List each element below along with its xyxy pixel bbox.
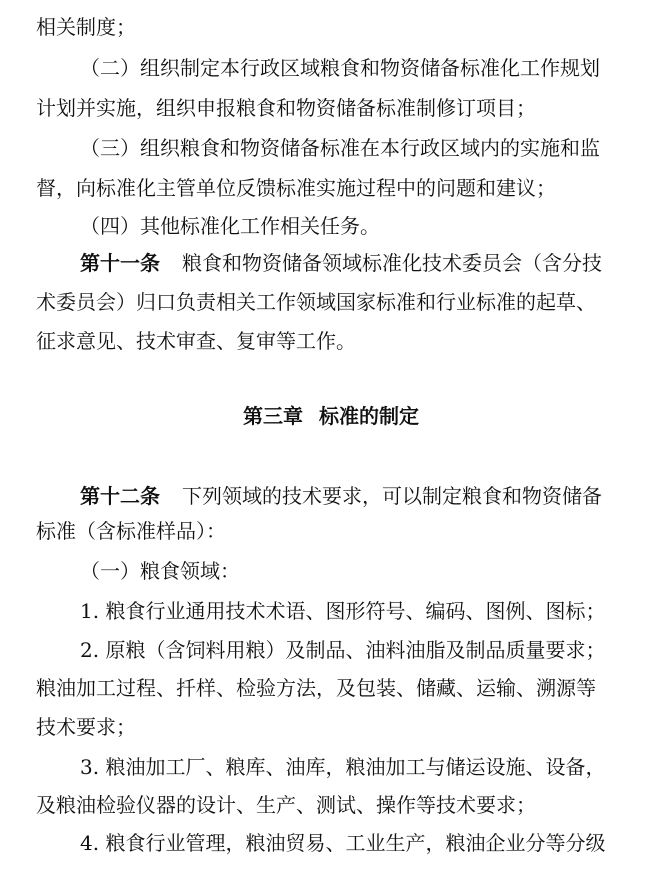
article-11-line [80,250,630,276]
article-12-text: 下列领域的技术要求，可以制定粮食和物资储备 [182,484,602,508]
paragraph-line: （四）其他标准化工作相关任务。 [80,214,380,238]
paragraph-line: 征求意见、技术审查、复审等工作。 [36,329,356,353]
list-item: 2. 原粮（含饲料用粮）及制品、油料油脂及制品质量要求； [80,638,606,662]
paragraph-line: （二）组织制定本行政区域粮食和物资储备标准化工作规划 [80,56,600,80]
article-12-label: 第十二条 [80,484,160,508]
paragraph-line: 术委员会）归口负责相关工作领域国家标准和行业标准的起草、 [36,290,596,314]
list-item: 3. 粮油加工厂、粮库、油库，粮油加工与储运设施、设备， [80,755,606,779]
paragraph-line: 相关制度； [36,15,136,39]
paragraph-line: （三）组织粮食和物资储备标准在本行政区域内的实施和监 [80,136,600,160]
chapter-number: 第三章 [243,404,303,428]
paragraph-line: 及粮油检验仪器的设计、生产、测试、操作等技术要求； [36,793,536,817]
paragraph-line: 标准（含标准样品）： [36,519,226,543]
list-item: 1. 粮食行业通用技术术语、图形符号、编码、图例、图标； [80,599,606,623]
paragraph-line: 粮油加工过程、扦样、检验方法，及包装、储藏、运输、溯源等 [36,676,596,700]
paragraph-line: 计划并实施，组织申报粮食和物资储备标准制修订项目； [36,96,536,120]
article-12-line [80,483,630,509]
article-11-label: 第十一条 [80,251,160,275]
paragraph-line: 督，向标准化主管单位反馈标准实施过程中的问题和建议； [36,176,556,200]
list-item: 4. 粮食行业管理，粮油贸易、工业生产，粮油企业分等分级 [80,831,606,855]
chapter-title: 标准的制定 [319,404,419,428]
article-11-text: 粮食和物资储备领域标准化技术委员会（含分技 [182,251,602,275]
chapter-heading [0,403,662,429]
paragraph-line: 技术要求； [36,715,136,739]
section-heading: （一）粮食领域： [80,559,240,583]
